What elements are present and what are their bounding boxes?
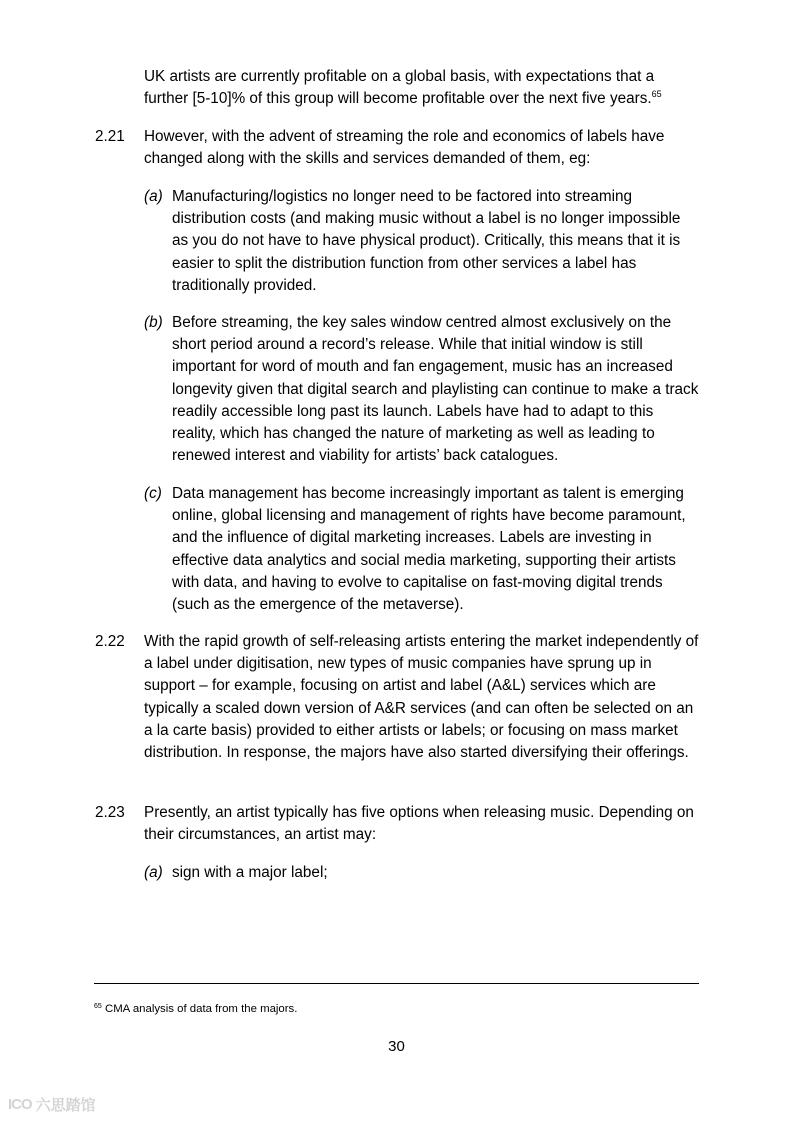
- item-label-2-23-a: (a): [144, 864, 163, 881]
- paragraph-2-22-text: With the rapid growth of self-releasing artists entering the market independently of a label under digitisation, new types of music companies have sprung up in support – for example, focusing on artist and label (A&L) services which are typically a scaled down version of A&R services (and can often be selected on an a la carte basis) provided to either artists or labels; or focusing on mass market distribution. In response, the majors have also started diversifying their offerings.: [144, 633, 699, 762]
- paragraph-2-23-text: Presently, an artist typically has five options when releasing music. Depending on their circumstances, an artist may:: [144, 804, 694, 844]
- continuation-paragraph: [144, 66, 699, 110]
- watermark: [8, 1094, 96, 1115]
- paragraph-number-2-23: 2.23: [95, 804, 125, 821]
- item-a-text: Manufacturing/logistics no longer need to be factored into streaming distribution costs (and making music without a label is no longer impossible as you do not have to have physical product). Critically, this means that it is easier to split the distribution function from other services a label has traditionally provided.: [172, 188, 681, 294]
- watermark-logo: ICO: [8, 1096, 32, 1113]
- paragraph-number-2-22: 2.22: [95, 633, 125, 650]
- page-number: 30: [388, 1038, 405, 1055]
- item-c-text: Data management has become increasingly important as talent is emerging online, global licensing and management of rights have become paramount, and the influence of digital marketing increases. Labels are investing in effective data analytics and social media marketing, supporting their artists with data, and having to evolve to capitalise on fast-moving digital trends (such as the emergence of the metaverse).: [172, 485, 686, 614]
- item-label-c: (c): [144, 485, 162, 502]
- footnote: [94, 1002, 297, 1016]
- footnote-text: CMA analysis of data from the majors.: [104, 1003, 298, 1015]
- footnote-divider: [94, 983, 699, 984]
- item-label-a: (a): [144, 188, 163, 205]
- paragraph-2-21-text: However, with the advent of streaming the role and economics of labels have changed along with the skills and services demanded of them, eg:: [144, 128, 665, 168]
- item-2-23-a-text: sign with a major label;: [172, 864, 328, 881]
- watermark-text: 六思踏馆: [35, 1097, 96, 1114]
- item-label-b: (b): [144, 314, 163, 331]
- footnote-number: 65: [94, 1003, 102, 1010]
- item-b-text: Before streaming, the key sales window centred almost exclusively on the short period around a record’s release. While that initial window is still important for word of mouth and fan engagement, music has an increased longevity given that digital search and playlisting can continue to make a track readily accessible long past its launch. Labels have had to adapt to this reality, which has changed the nature of marketing as well as leading to renewed interest and viability for artists’ back catalogues.: [172, 314, 699, 465]
- continuation-text: UK artists are currently profitable on a global basis, with expectations that a further [5-10]% of this group will become profitable over the next five years.: [144, 68, 655, 108]
- footnote-reference[interactable]: 65: [651, 89, 662, 100]
- paragraph-number-2-21: 2.21: [95, 128, 125, 145]
